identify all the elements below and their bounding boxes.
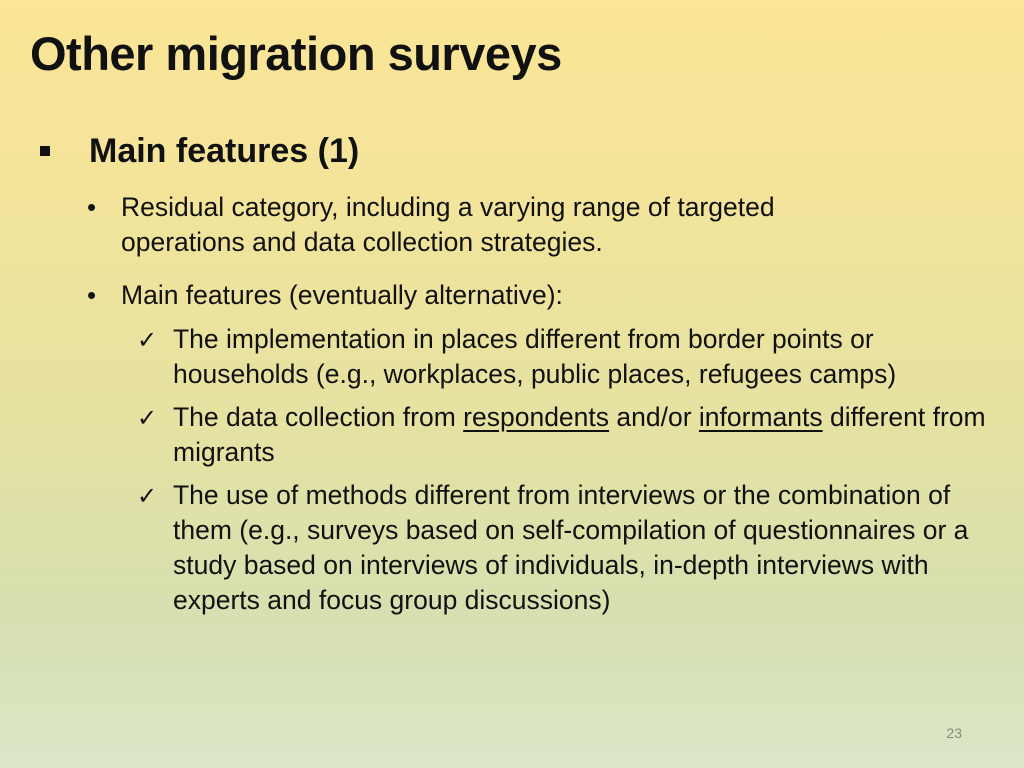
check-text: The use of methods different from interviews or the combination of them (e.g., surveys based on self-compilation of questionnaires or a study based on interviews of individuals, in-depth interviews with experts and focus group discussions) <box>173 480 969 615</box>
check-text-pre: The data collection from <box>173 402 464 432</box>
section-heading: Main features (1) <box>89 132 360 170</box>
bullet-text: Main features (eventually alternative): <box>121 280 563 310</box>
bullet-item <box>87 278 1000 313</box>
bullet-text: Residual category, including a varying range of targeted operations and data collection strategies. <box>121 192 775 257</box>
respondents-link[interactable]: respondents <box>463 402 610 432</box>
section-heading-row <box>40 132 1000 171</box>
slide-title: Other migration surveys <box>30 27 562 80</box>
check-text: The implementation in places different from border points or households (e.g., workplaces, public places, refugees camps) <box>173 324 897 389</box>
check-item <box>137 478 1000 618</box>
check-mark-icon: ✓ <box>137 404 158 432</box>
check-item <box>137 400 1000 470</box>
informants-link[interactable]: informants <box>698 402 823 432</box>
bullet-dot-icon: • <box>87 280 97 310</box>
bullet-item <box>87 190 1000 260</box>
check-text <box>173 400 1000 470</box>
check-text-mid: and/or <box>609 402 699 432</box>
check-mark-icon: ✓ <box>137 326 158 354</box>
square-bullet-icon <box>40 146 50 156</box>
bullet-dot-icon: • <box>87 192 97 222</box>
check-item <box>137 322 1000 392</box>
check-text-post: different from migrants <box>173 402 986 467</box>
check-mark-icon: ✓ <box>137 482 158 510</box>
page-number: 23 <box>946 725 962 741</box>
content-section <box>40 132 1000 618</box>
